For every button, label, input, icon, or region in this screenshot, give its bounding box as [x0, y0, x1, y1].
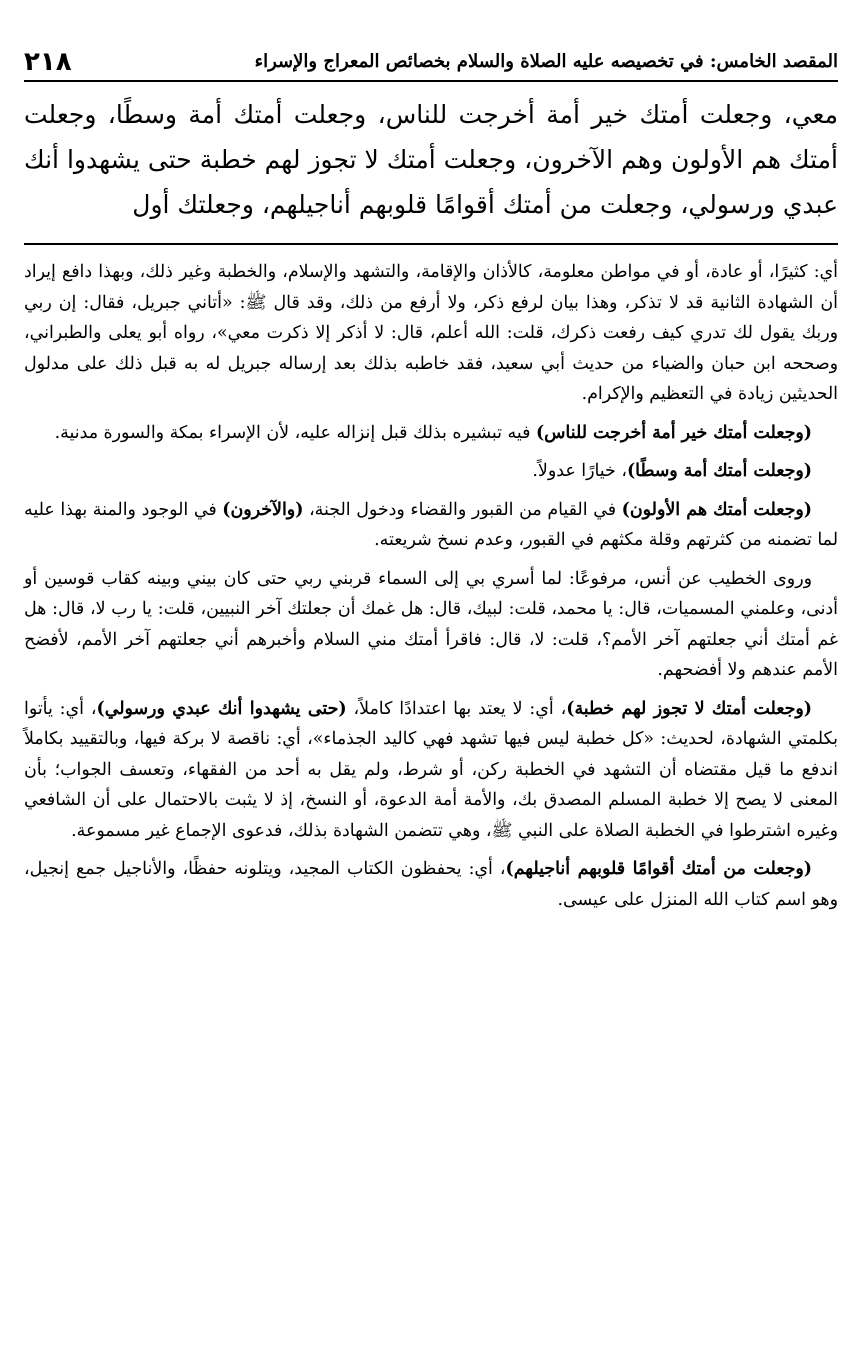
quoted-phrase: (والآخرون) [222, 499, 304, 520]
commentary-paragraph [24, 456, 838, 487]
commentary-paragraph [24, 495, 838, 556]
quoted-phrase: (وجعلت أمتك هم الأولون) [621, 499, 812, 520]
page [24, 46, 838, 1336]
main-text-block [24, 92, 838, 227]
quoted-phrase: (وجعلت أمتك خير أمة أخرجت للناس) [535, 422, 812, 443]
footnote-separator [24, 243, 838, 245]
commentary-paragraph: وروى الخطيب عن أنس، مرفوعًا: لما أسري بي إلى السماء قربني ربي حتى كان بيني وبينه كقاب قوسين أو أدنى، وعلمني المسميات، قال: يا محمد، قلت: لبيك، قال: هل غمك أن جعلتك آخر النبيين، قلت: يا رب لا، قال: هل غم أمتك أني جعلتهم آخر الأمم؟، قلت: لا، قال: فاقرأ أمتك مني السلام وأخبرهم أني جعلتهم آخر الأمم، لأفضح الأمم عندهم ولا أفضحهم. [24, 568, 838, 680]
commentary-paragraph: أي: كثيرًا، أو عادة، أو في مواطن معلومة، كالأذان والإقامة، والتشهد والإسلام، والخطبة وغير ذلك، وبهذا دافع إيراد أن الشهادة الثانية قد لا تذكر، وهذا بيان لرفع ذكر، ولا أرفع من ذلك، وقد قال ﷺ: «أتاني جبريل، فقال: إن ربي وربك يقول لك تدري كيف رفعت ذكرك، قلت: الله أعلم، قال: لا أذكر إلا ذكرت معي»، رواه أبو يعلى والطبراني، وصححه ابن حبان والضياء من حديث أبي سعيد، فقد خاطبه بذلك بعد إرساله جبريل له به قبل ذلك على مدلول الحديثين زيادة في التعظيم والإكرام. [24, 262, 838, 404]
page-number: ٢١٨ [24, 47, 72, 77]
main-text: معي، وجعلت أمتك خير أمة أخرجت للناس، وجعلت أمتك أمة وسطًا، وجعلت أمتك هم الأولون وهم الآخرون، وجعلت أمتك لا تجوز لهم خطبة حتى يشهدوا أنك عبدي ورسولي، وجعلت من أمتك أقوامًا قلوبهم أناجيلهم، وجعلتك أول [24, 100, 838, 219]
commentary-paragraph [24, 694, 838, 847]
header-title: المقصد الخامس: في تخصيصه عليه الصلاة والسلام بخصائص المعراج والإسراء [254, 51, 838, 72]
explanation-text: في الوجود والمنة بهذا عليه لما تضمنه من كثرتهم وقلة مكثهم في القبور، وعدم نسخ شريعته. [24, 499, 838, 550]
explanation-text: في القيام من القبور والقضاء ودخول الجنة، [303, 499, 622, 520]
commentary-paragraph [24, 418, 838, 449]
quoted-phrase: (وجعلت أمتك لا تجوز لهم خطبة) [566, 698, 812, 719]
running-header [24, 46, 838, 82]
quoted-phrase: (وجعلت أمتك أمة وسطًا) [626, 461, 812, 481]
quoted-phrase: (وجعلت من أمتك أقوامًا قلوبهم أناجيلهم) [505, 859, 812, 879]
commentary-block [24, 257, 838, 915]
quoted-phrase: (حتى يشهدوا أنك عبدي ورسولي) [96, 698, 347, 719]
explanation-text: ، أي: لا يعتد بها اعتدادًا كاملاً، [346, 698, 567, 719]
explanation-text: ، خيارًا عدولاً. [532, 461, 627, 481]
explanation-text: ، أي: يحفظون الكتاب المجيد، ويتلونه حفظًا، والأناجيل جمع إنجيل، وهو اسم كتاب الله المنزل على عيسى. [24, 859, 838, 910]
explanation-text: ، أي: يأتوا بكلمتي الشهادة، لحديث: «كل خطبة ليس فيها تشهد فهي كاليد الجذماء»، أي: ناقصة لا بركة فيها، وبالتقييد بكاملاً اندفع ما قيل مقتضاه أن التشهد في الخطبة ركن، أو شرط، ولم يقل به أحد من الفقهاء، وتعسف الجواب؛ بأن المعنى لا يصح إلا خطبة المسلم المصدق بك، والأمة أمة الدعوة، أو النسخ، إذ لا يثبت بالاحتمال على أن الشافعي وغيره اشترطوا في الخطبة الصلاة على النبي ﷺ، وهي تتضمن الشهادة بذلك، فدعوى الإجماع غير مسموعة. [24, 698, 838, 841]
commentary-paragraph [24, 854, 838, 915]
explanation-text: فيه تبشيره بذلك قبل إنزاله عليه، لأن الإسراء بمكة والسورة مدنية. [54, 422, 536, 443]
